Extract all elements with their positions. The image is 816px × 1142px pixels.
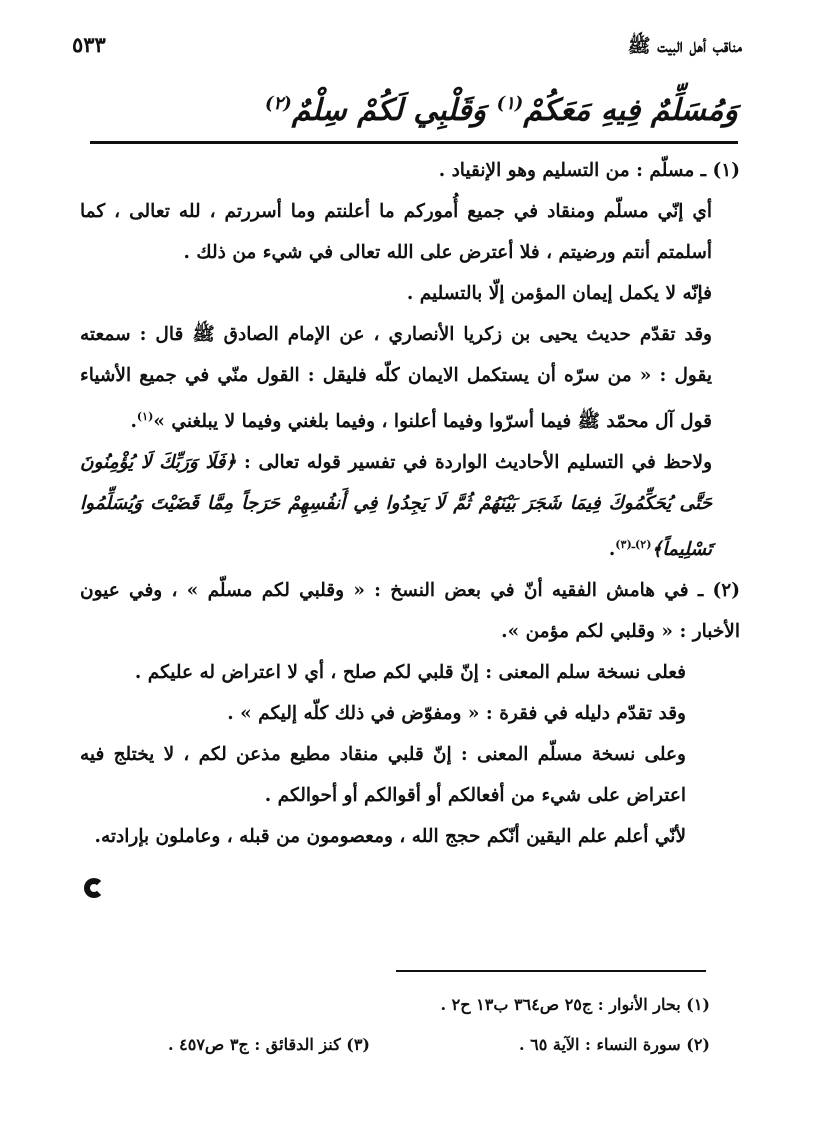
- note-1-hadith-ref: (١): [136, 410, 154, 423]
- footnote-row: [100, 985, 710, 1025]
- verse-text-1: وَمُسَلِّمٌ فِيهِ مَعَكُمْ: [523, 93, 738, 128]
- note-2-heading: (٢) ـ في هامش الفقيه أنّ في بعض النسخ : « وقلبي لكم مسلّم » ، وفي عيون الأخبار : « وقلبي لكم مؤمن ».: [80, 580, 740, 643]
- note-1-tafsir-intro: ولاحظ في التسليم الأحاديث الواردة في تفسير قوله تعالى :: [236, 452, 713, 474]
- note-1-paragraph-2: فإنّه لا يكمل إيمان المؤمن إلّا بالتسليم .: [406, 283, 712, 304]
- footnote-1: (١) بحار الأنوار : ج٢٥ ص٣٦٤ ب١٣ ح٢ .: [440, 995, 710, 1014]
- footnote-divider: [396, 970, 706, 972]
- quran-verse-ref: (٢)ـ(٣): [615, 538, 652, 552]
- header-title: مناقب أهل البيت ﷺ: [627, 35, 742, 57]
- note-1-hadith-end: .: [130, 411, 137, 433]
- footnote-2: (٢) سورة النساء : الآية ٦٥ .: [518, 1035, 710, 1054]
- verse-ref-2: (٢): [265, 93, 292, 114]
- note-2-paragraph-1: فعلى نسخة سلم المعنى : إنّ قلبي لكم صلح ، أي لا اعتراض له عليكم .: [134, 662, 686, 684]
- page-number: ٥٣٣: [72, 32, 106, 57]
- note-1-paragraph-1: أي إنّي مسلّم ومنقاد في جميع أُموركم ما أعلنتم وما أسررتم ، لله تعالى ، كما أسلمتم أنتم ورضيتم ، فلا أعترض على الله تعالى في شيء من ذلك .: [80, 201, 712, 263]
- footnote-3: (٣) كنز الدقائق : ج٣ ص٤٥٧ .: [167, 1035, 370, 1054]
- running-header: [72, 28, 742, 68]
- note-1-heading: (١) ـ مسلّم : من التسليم وهو الإنقياد .: [438, 160, 740, 181]
- footnotes: [100, 985, 710, 1065]
- verse-ref-1: (١): [496, 93, 524, 114]
- note-1-hadith: وقد تقدّم حديث يحيى بن زكريا الأنصاري ، عن الإمام الصادق ﷺ قال : سمعته يقول : « من سرّه أن يستكمل الايمان كلّه فليقل : القول منّي في جميع الأشياء قول آل محمّد ﷺ فيما أسرّوا وفيما أعلنوا ، وفيما بلغني وفيما لا يبلغني »: [80, 324, 712, 433]
- note-1-tafsir-end: .: [608, 539, 616, 561]
- verse-text-2: وَقَلْبِي لَكُمْ سِلْمٌ: [291, 93, 497, 128]
- quran-verse: ﴿فَلَا وَرَبِّكَ لَا يُؤْمِنُونَ حَتَّى يُحَكِّمُوكَ فِيمَا شَجَرَ بَيْنَهُمْ ثُمَّ لَا يَجِدُوا فِي أَنفُسِهِمْ حَرَجاً مِمَّا قَضَيْتَ وَيُسَلِّمُوا تَسْلِيماً﴾: [80, 452, 712, 561]
- commentary: [80, 150, 740, 857]
- note-1-paragraph-4: [80, 442, 740, 570]
- continuation-mark-icon: [84, 878, 104, 898]
- note-2-paragraph-2: وقد تقدّم دليله في فقرة : « ومفوّض في ذلك كلّه إليكم » .: [227, 703, 686, 725]
- footnote-row: [100, 1025, 710, 1065]
- note-1-paragraph-3: [80, 314, 740, 442]
- note-2-paragraph-4: لأنّي أعلم علم اليقين أنّكم حجج الله ، ومعصومون من قبله ، وعاملون بإرادته.: [94, 826, 686, 848]
- note-2-paragraph-3: وعلى نسخة مسلّم المعنى : إنّ قلبي منقاد مطيع مذعن لكم ، لا يختلج فيه اعتراض على شيء من أفعالكم أو أقوالكم أو أحوالكم .: [80, 744, 686, 807]
- verse-divider: [90, 141, 738, 144]
- verse-line: [90, 80, 738, 135]
